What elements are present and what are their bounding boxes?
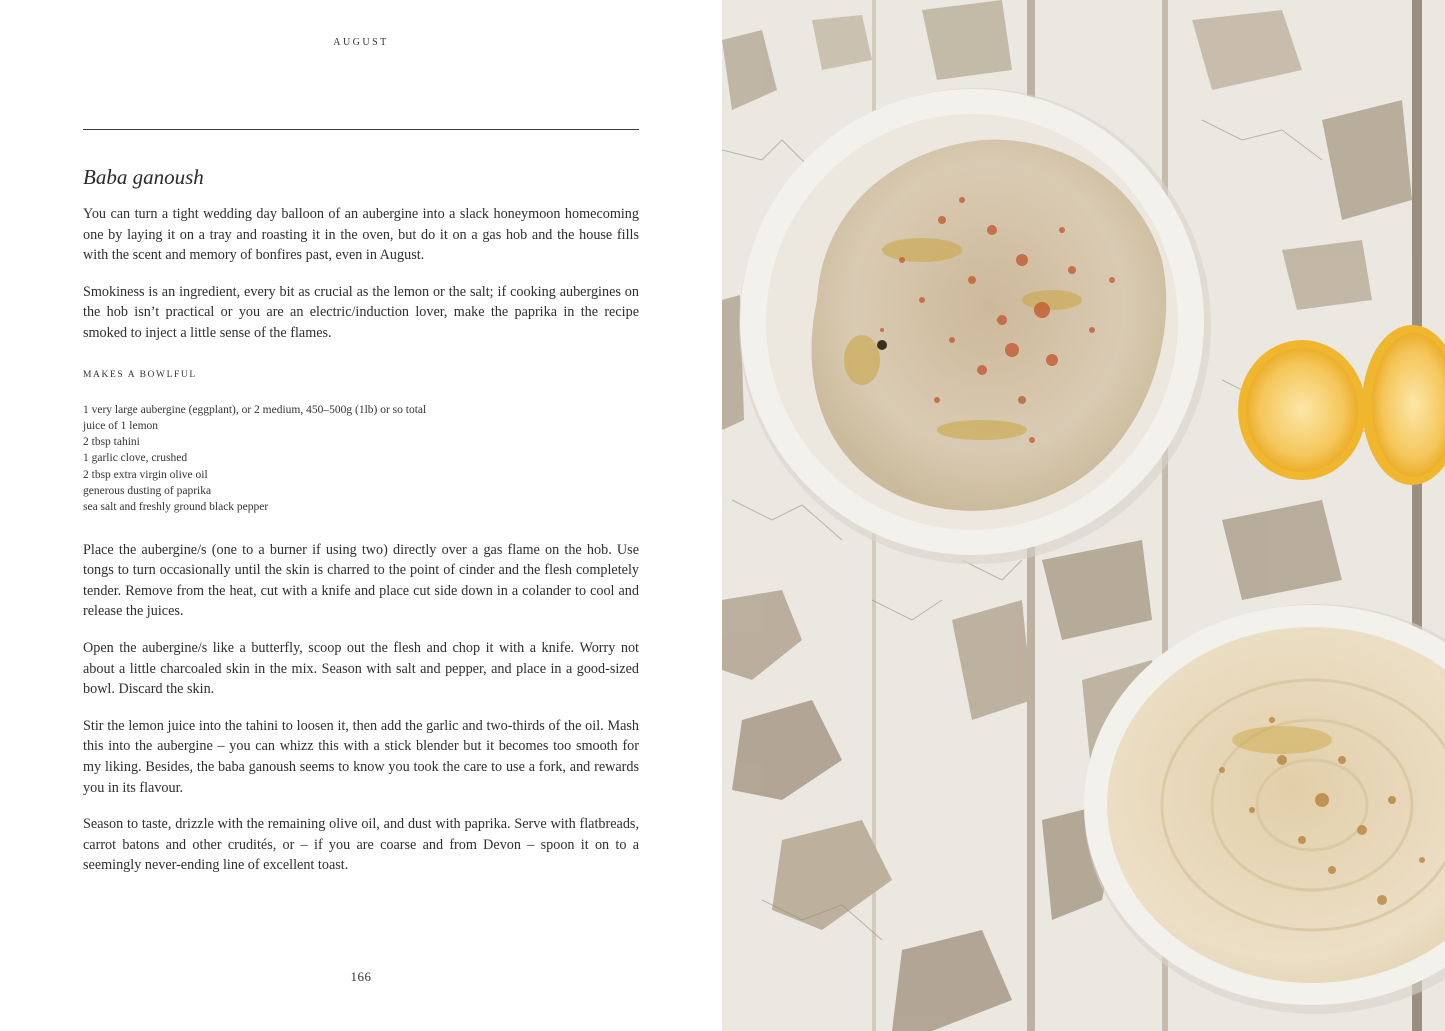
intro-paragraph: You can turn a tight wedding day balloon of an aubergine into a slack honeymoon homecoming one by laying it on a tray and roasting it in the oven, but do it on a gas hob and the house fills with the scent and memory of bonfires past, even in August. [83, 206, 639, 264]
ingredient-item: 2 tbsp extra virgin olive oil [83, 468, 208, 481]
ingredient-item: juice of 1 lemon [83, 419, 159, 432]
method-step: Season to taste, drizzle with the remaining olive oil, and dust with paprika. Serve with flatbreads, carrot batons and other crudités, or – if you are coarse and from Devon – spoon it on to a seemingly never-ending line of excellent toast. [83, 816, 639, 874]
method-step: Open the aubergine/s like a butterfly, scoop out the flesh and chop it with a knife. Worry not about a little charcoaled skin in the mix. Season with salt and pepper, and place in a good-sized bowl. Discard the skin. [83, 640, 639, 698]
baba-ganoush-bowl [739, 88, 1211, 564]
ingredient-item: sea salt and freshly ground black pepper [83, 501, 269, 514]
header-rule [83, 129, 639, 130]
page-number: 166 [350, 969, 372, 984]
intro-paragraph: Smokiness is an ingredient, every bit as crucial as the lemon or the salt; if cooking aubergines on the hob isn’t practical or you are an electric/induction lover, make the paprika in the recipe smoked to inject a little sense of the flames. [83, 283, 639, 341]
ingredient-item: 1 garlic clove, crushed [83, 452, 188, 465]
charred-skin-fleck [877, 340, 887, 350]
recipe-title: Baba ganoush [83, 165, 204, 189]
ingredient-list [83, 402, 639, 516]
running-head: AUGUST [333, 37, 389, 48]
recipe-content [83, 165, 639, 892]
method-step: Place the aubergine/s (one to a burner if using two) directly over a gas flame on the hob. Use tongs to turn occasionally until the skin is charred to the point of cinder and the flesh completely tender. Remove from the heat, cut with a knife and place cut side down in a colander to cool and release the juices. [83, 541, 639, 620]
ingredient-item: 1 very large aubergine (eggplant), or 2 medium, 450–500g (1lb) or so total [83, 403, 427, 416]
ingredient-item: 2 tbsp tahini [83, 436, 140, 449]
olive-oil-pool [1232, 726, 1332, 754]
photo-illustration [722, 0, 1445, 1031]
food-photo [722, 0, 1445, 1031]
text-page [0, 0, 722, 1031]
ingredient-item: generous dusting of paprika [83, 485, 212, 498]
recipe-yield: MAKES A BOWLFUL [83, 369, 197, 380]
method-step: Stir the lemon juice into the tahini to loosen it, then add the garlic and two-thirds of the oil. Mash this into the aubergine – you can whizz this with a stick blender but it becomes too smooth for my liking. Besides, the baba ganoush seems to know you took the care to use a fork, and rewards you in its flavour. [83, 717, 639, 796]
